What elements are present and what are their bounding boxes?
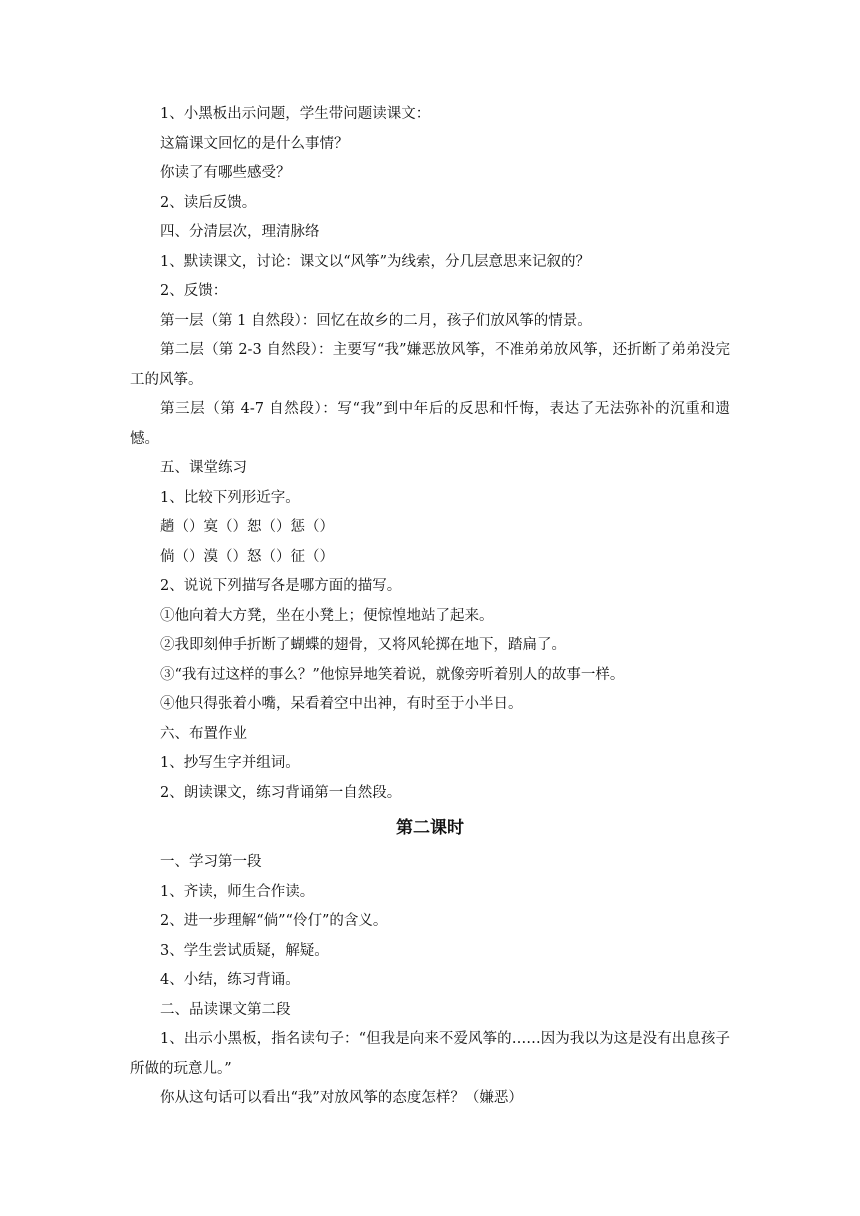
paragraph: 你从这句话可以看出“我”对放风筝的态度怎样？（嫌恶） — [160, 1090, 523, 1106]
section-subheading: 五、课堂练习 — [160, 460, 247, 476]
lesson-heading: 第二课时 — [396, 818, 464, 838]
paragraph: 趟（）寞（）恕（）惩（） — [160, 519, 334, 535]
section-subheading: 二、品读课文第二段 — [160, 1001, 291, 1018]
section-subheading: 六、布置作业 — [160, 725, 247, 742]
paragraph: 1、比较下列形近字。 — [160, 489, 300, 506]
paragraph: 2、朗读课文，练习背诵第一自然段。 — [160, 784, 402, 801]
paragraph: 2、说说下列描写各是哪方面的描写。 — [160, 578, 402, 594]
section-subheading: 一、学习第一段 — [160, 854, 262, 870]
paragraph: 1、小黑板出示问题，学生带问题读课文： — [160, 106, 431, 122]
paragraph: 2、进一步理解“倘”“伶仃”的含义。 — [160, 913, 388, 929]
paragraph: 第三层（第 4-7 自然段）：写“我”到中年后的反思和忏悔，表达了无法弥补的沉重和遗憾。 — [130, 401, 730, 447]
paragraph: ③“我有过这样的事么？”他惊异地笑着说，就像旁听着别人的故事一样。 — [160, 666, 625, 683]
paragraph: 倘（）漠（）怒（）征（） — [160, 548, 334, 565]
paragraph: 1、默读课文，讨论：课文以“风筝”为线索，分几层意思来记叙的？ — [160, 253, 591, 270]
paragraph: 1、出示小黑板，指名读句子：“但我是向来不爱风筝的……因为我以为这是没有出息孩子所做的玩意儿。” — [130, 1031, 730, 1077]
paragraph: 2、反馈： — [160, 283, 228, 299]
paragraph: 第二层（第 2-3 自然段）：主要写“我”嫌恶放风筝，不准弟弟放风筝，还折断了弟弟没完工的风筝。 — [130, 342, 730, 388]
paragraph: 这篇课文回忆的是什么事情？ — [160, 135, 349, 152]
paragraph: ①他向着大方凳，坐在小凳上；便惊惶地站了起来。 — [160, 607, 494, 624]
paragraph: 4、小结，练习背诵。 — [160, 972, 300, 988]
paragraph: 第一层（第 1 自然段）：回忆在故乡的二月，孩子们放风筝的情景。 — [160, 312, 592, 329]
section-subheading: 四、分清层次，理清脉络 — [160, 224, 320, 240]
paragraph: ④他只得张着小嘴，呆看着空中出神，有时至于小半日。 — [160, 696, 523, 712]
paragraph: 1、齐读，师生合作读。 — [160, 883, 315, 900]
document-body — [130, 100, 730, 1114]
paragraph: 3、学生尝试质疑，解疑。 — [160, 942, 329, 959]
paragraph: 你读了有哪些感受？ — [160, 165, 291, 181]
paragraph: 2、读后反馈。 — [160, 194, 257, 211]
paragraph: 1、抄写生字并组词。 — [160, 755, 300, 771]
paragraph: ②我即刻伸手折断了蝴蝶的翅骨，又将风轮掷在地下，踏扁了。 — [160, 637, 566, 653]
